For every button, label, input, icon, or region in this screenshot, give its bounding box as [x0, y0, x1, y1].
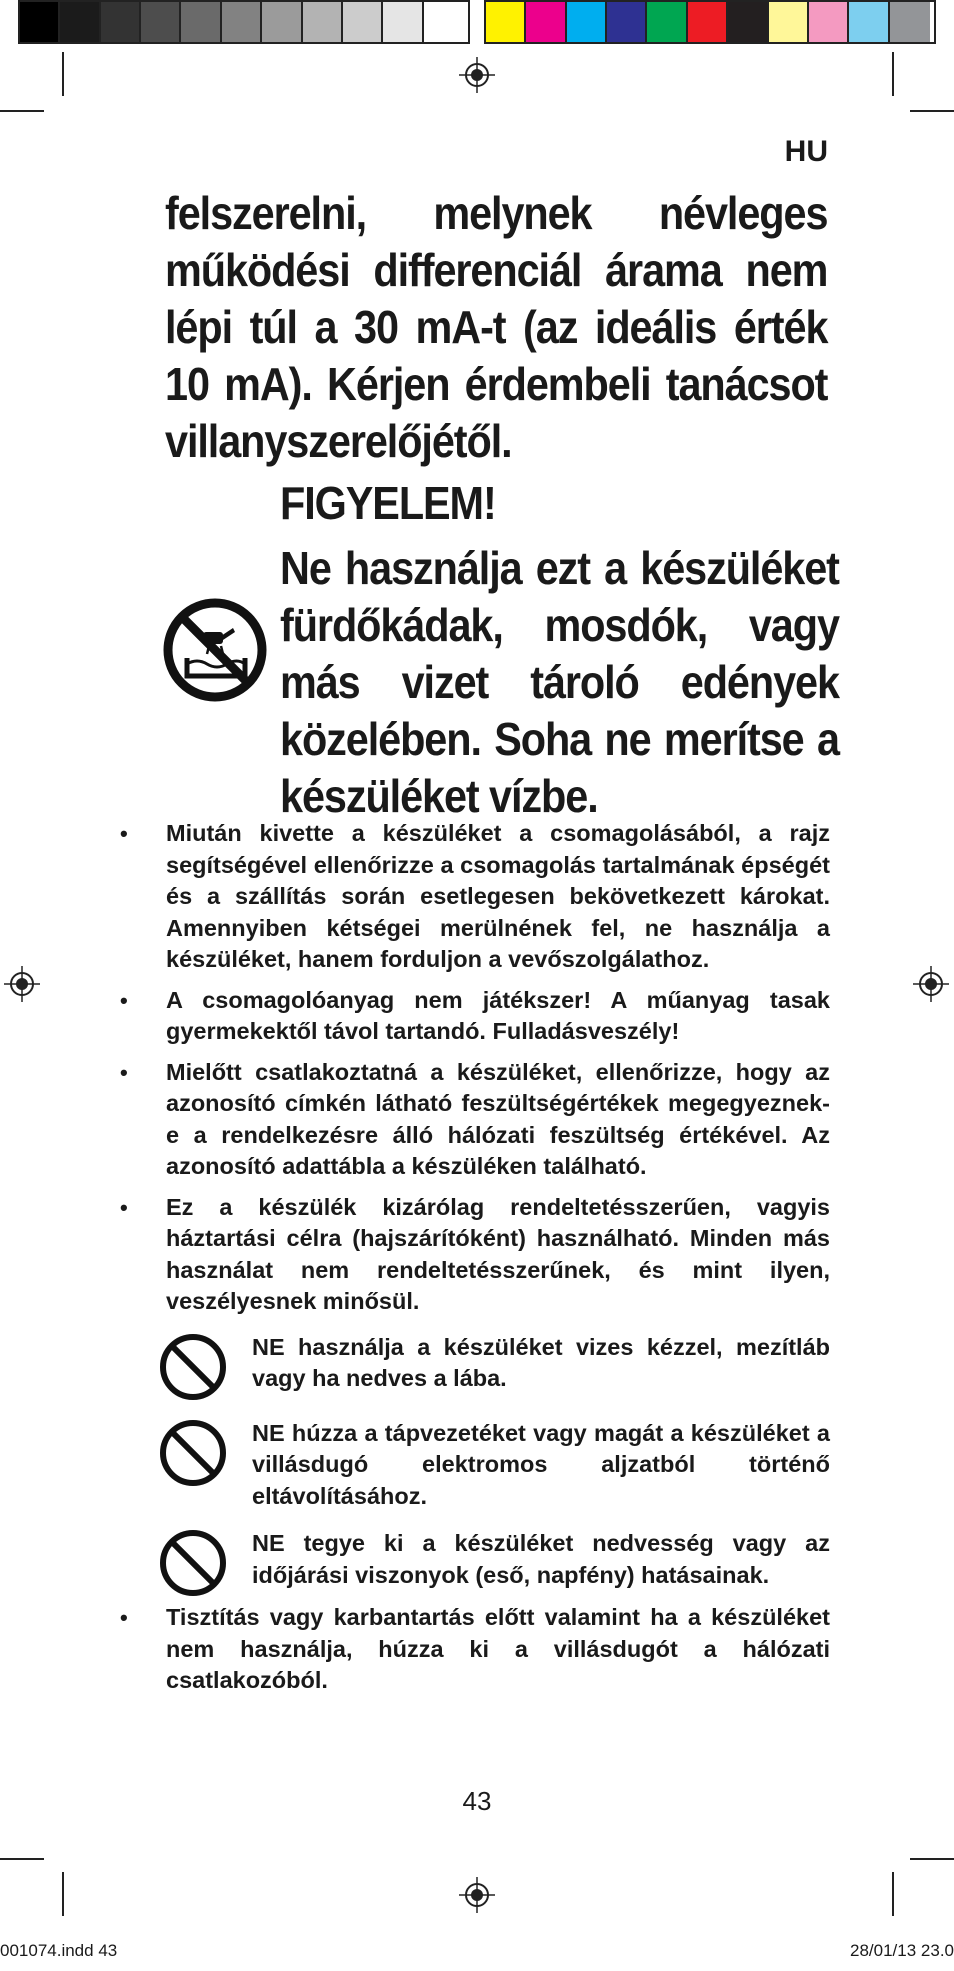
color-swatch [849, 2, 889, 42]
footer-date-slug: 28/01/13 23.0 [850, 1941, 954, 1960]
crop-mark [0, 110, 44, 112]
color-swatch [809, 2, 849, 42]
warning-heading: FIGYELEM! [280, 477, 496, 529]
prohibition-item [116, 1332, 830, 1402]
color-swatch [141, 2, 181, 42]
color-swatch [424, 2, 464, 42]
prohibition-text: NE tegye ki a készüléket nedvesség vagy az időjárási viszonyok (eső, napfény) hatásainak. [252, 1530, 830, 1588]
registration-mark-icon [459, 1877, 495, 1913]
list-item [116, 985, 830, 1048]
color-swatch [567, 2, 607, 42]
bullet-text: Tisztítás vagy karbantartás előtt valamint ha a készüléket nem használja, húzza ki a villásdugót a hálózati csatlakozóból. [166, 1604, 830, 1693]
footer-file-slug: 001074.indd 43 [0, 1941, 118, 1960]
language-code: HU [784, 135, 828, 168]
list-item [116, 1602, 830, 1697]
color-swatch [769, 2, 809, 42]
color-swatch [303, 2, 343, 42]
bullet-text: Ez a készülék kizárólag rendeltetésszerűen, vagyis háztartási célra (hajszárítóként) használható. Minden más használat nem rendeltetésszerűnek, és mint ilyen, veszélyesnek minősül. [166, 1193, 830, 1314]
crop-mark [0, 1858, 44, 1860]
bullet-icon: • [120, 987, 128, 1013]
crop-mark [910, 110, 954, 112]
bullet-text: A csomagolóanyag nem játékszer! A műanyag tasak gyermekektől távol tartandó. Fulladásveszély! [166, 986, 830, 1044]
color-swatch [262, 2, 302, 42]
bullet-text: Mielőtt csatlakoztatná a készüléket, ellenőrizze, hogy az azonosító címkén látható feszültségértékek megegyeznek-e a rendelkezésre álló hálózati feszültség értékével. Az azonosító adattábla a készüléken található. [166, 1058, 830, 1179]
page-number: 43 [462, 1786, 492, 1816]
color-swatch [607, 2, 647, 42]
prohibition-circle-icon [158, 1528, 228, 1598]
registration-mark-icon [913, 966, 949, 1002]
prohibition-item [116, 1528, 830, 1598]
prohibition-text: NE húzza a tápvezetéket vagy magát a készüléket a villásdugó elektromos aljzatból történő eltávolításához. [252, 1419, 830, 1509]
color-swatch [60, 2, 100, 42]
list-item [116, 1057, 830, 1183]
bullet-text: Miután kivette a készüléket a csomagolásából, a rajz segítségével ellenőrizze a csomagolás tartalmának épségét és a szállítás során esetlegesen bekövetkezett károkat. Amennyiben kétségei merülnének fel, ne használja a készüléket, hanem forduljon a vevőszolgálathoz. [166, 820, 830, 972]
color-swatch [728, 2, 768, 42]
no-bathtub-water-icon [163, 598, 267, 702]
color-swatch [647, 2, 687, 42]
registration-mark-icon [459, 57, 495, 93]
color-swatch [20, 2, 60, 42]
safety-list [116, 818, 830, 1706]
color-swatch [101, 2, 141, 42]
color-swatch [890, 2, 930, 42]
bullet-icon: • [120, 1605, 128, 1630]
process-color-bar [484, 0, 936, 44]
list-item [116, 818, 830, 976]
prohibition-circle-icon [158, 1418, 228, 1488]
bullet-icon: • [120, 1059, 128, 1085]
grayscale-color-bar [18, 0, 470, 44]
intro-paragraph: felszerelni, melynek névleges működési differenciál árama nem lépi túl a 30 mA-t (az ideális érték 10 mA). Kérjen érdembeli tanácsot villanyszerelőjétől. [165, 187, 828, 467]
color-swatch [486, 2, 526, 42]
color-swatch [526, 2, 566, 42]
list-item [116, 1192, 830, 1318]
prohibition-item [116, 1418, 830, 1513]
crop-mark [62, 1872, 64, 1916]
crop-mark [910, 1858, 954, 1860]
warning-text: Ne használja ezt a készüléket fürdőkádak, mosdók, vagy más vizet tároló edények közelében. Soha ne merítse a készüléket vízbe. [280, 542, 839, 822]
prohibition-text: NE használja a készüléket vizes kézzel, mezítláb vagy ha nedves a lába. [252, 1333, 830, 1391]
bullet-icon: • [120, 821, 128, 846]
registration-mark-icon [4, 966, 40, 1002]
color-swatch [181, 2, 221, 42]
bullet-icon: • [120, 1194, 128, 1220]
crop-mark [62, 52, 64, 96]
color-swatch [222, 2, 262, 42]
prohibition-circle-icon [158, 1332, 228, 1402]
crop-mark [892, 1872, 894, 1916]
color-swatch [383, 2, 423, 42]
crop-mark [892, 52, 894, 96]
color-swatch [343, 2, 383, 42]
color-swatch [688, 2, 728, 42]
